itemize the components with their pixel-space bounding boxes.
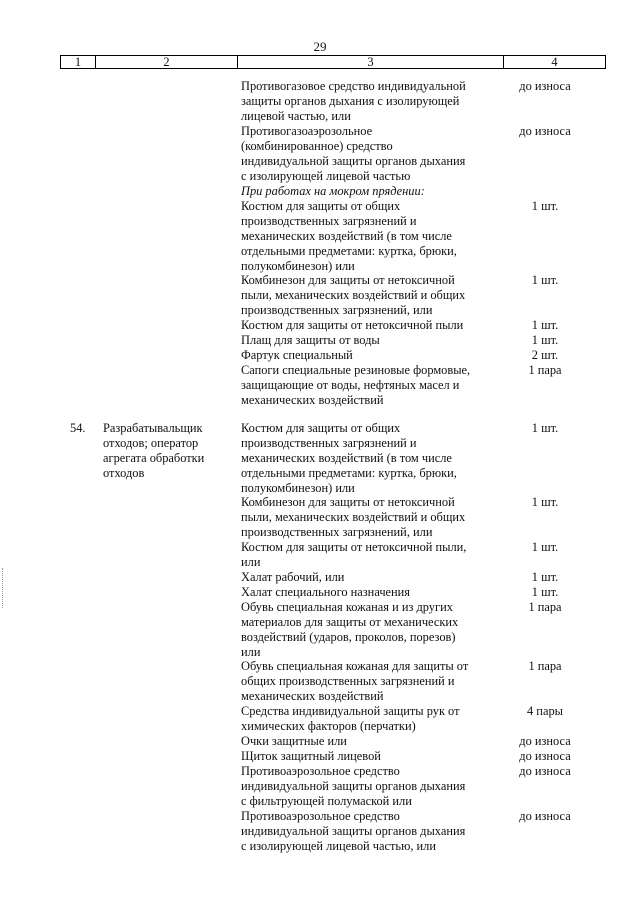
item-text-line: Щиток защитный лицевой	[241, 749, 381, 763]
item-text-line: отдельными предметами: куртка, брюки,	[241, 466, 457, 480]
section-subheading	[241, 184, 511, 199]
item-text-line: защищающие от воды, нефтяных масел и	[241, 378, 460, 392]
item-text-line: механических воздействий	[241, 393, 384, 407]
item-text-line: (комбинированное) средство	[241, 139, 393, 153]
item-text-line: материалов для защиты от механических	[241, 615, 459, 629]
ppe-item	[241, 570, 511, 585]
ppe-item	[241, 348, 511, 363]
item-text-line: При работах на мокром прядении:	[241, 184, 425, 198]
item-text-line: химических факторов (перчатки)	[241, 719, 416, 733]
item-text-line: Обувь специальная кожаная и из других	[241, 600, 453, 614]
item-text-line: Противогазоаэрозольное	[241, 124, 373, 138]
item-text-line: Плащ для защиты от воды	[241, 333, 380, 347]
item-text-line: или	[241, 555, 261, 569]
item-text-line: Противоаэрозольное средство	[241, 764, 400, 778]
issue-norm: 1 пара	[528, 363, 562, 377]
item-text-line: Очки защитные или	[241, 734, 347, 748]
item-text-line: Костюм для защиты от нетоксичной пыли	[241, 318, 464, 332]
ppe-item	[241, 809, 511, 854]
ppe-item	[241, 79, 511, 124]
item-text-line: Костюм для защиты от общих	[241, 421, 401, 435]
item-text-line: Костюм для защиты от нетоксичной пыли,	[241, 540, 467, 554]
ppe-item	[241, 333, 511, 348]
issue-norm: до износа	[519, 734, 571, 748]
ppe-item	[241, 764, 511, 809]
item-text-line: механических воздействий (в том числе	[241, 229, 452, 243]
item-text-line: производственных загрязнений, или	[241, 525, 433, 539]
item-text-line: отдельными предметами: куртка, брюки,	[241, 244, 457, 258]
item-text-line: механических воздействий (в том числе	[241, 451, 452, 465]
issue-norm: 1 шт.	[531, 495, 559, 509]
item-text-line: защиты органов дыхания с изолирующей	[241, 94, 460, 108]
table-header	[60, 55, 606, 69]
item-text-line: с изолирующей лицевой частью	[241, 169, 411, 183]
item-text-line: воздействий (ударов, проколов, порезов)	[241, 630, 456, 644]
header-col-1: 1	[61, 56, 96, 68]
page-number: 29	[313, 39, 327, 54]
ppe-item	[241, 659, 511, 704]
ppe-item	[241, 540, 511, 570]
item-text-line: Обувь специальная кожаная для защиты от	[241, 659, 469, 673]
header-col-4: 4	[551, 55, 558, 69]
ppe-item	[241, 734, 511, 749]
ppe-item	[241, 600, 511, 660]
issue-norm: 1 шт.	[531, 333, 559, 347]
occupation-line: Разрабатывальщик	[103, 421, 203, 435]
occupation-line: агрегата обработки	[103, 451, 205, 465]
header-col-3: 3	[238, 56, 504, 68]
item-text-line: полукомбинезон) или	[241, 259, 355, 273]
item-text-line: Комбинезон для защиты от нетоксичной	[241, 273, 455, 287]
header-col-2: 2	[96, 56, 238, 68]
ppe-item	[241, 318, 511, 333]
issue-norm: до износа	[519, 124, 571, 138]
issue-norm: 2 шт.	[531, 348, 559, 362]
ppe-item	[241, 421, 511, 496]
item-text-line: общих производственных загрязнений и	[241, 674, 455, 688]
ppe-item	[241, 273, 511, 318]
ppe-item	[241, 363, 511, 408]
issue-norm: 4 пары	[527, 704, 563, 718]
item-text-line: индивидуальной защиты органов дыхания	[241, 779, 466, 793]
item-text-line: лицевой частью, или	[241, 109, 351, 123]
issue-norm: до износа	[519, 764, 571, 778]
occupation-name	[103, 421, 233, 481]
item-text-line: производственных загрязнений и	[241, 436, 417, 450]
issue-norm: 1 шт.	[531, 570, 559, 584]
ppe-item	[241, 749, 511, 764]
issue-norm: до износа	[519, 79, 571, 93]
ppe-item	[241, 495, 511, 540]
item-text-line: индивидуальной защиты органов дыхания	[241, 154, 466, 168]
issue-norm: 1 шт.	[531, 421, 559, 435]
item-text-line: Комбинезон для защиты от нетоксичной	[241, 495, 455, 509]
occupation-line: отходов	[103, 466, 145, 480]
item-text-line: пыли, механических воздействий и общих	[241, 288, 466, 302]
item-text-line: Противоаэрозольное средство	[241, 809, 400, 823]
item-text-line: механических воздействий	[241, 689, 384, 703]
ppe-item	[241, 704, 511, 734]
occupation-line: отходов; оператор	[103, 436, 199, 450]
item-text-line: Средства индивидуальной защиты рук от	[241, 704, 460, 718]
item-text-line: производственных загрязнений, или	[241, 303, 433, 317]
issue-norm: до износа	[519, 749, 571, 763]
item-text-line: пыли, механических воздействий и общих	[241, 510, 466, 524]
ppe-item	[241, 199, 511, 274]
ppe-item	[241, 585, 511, 600]
scan-margin-marks	[2, 568, 5, 608]
ppe-item	[241, 124, 511, 184]
item-text-line: Фартук специальный	[241, 348, 353, 362]
item-text-line: Противогазовое средство индивидуальной	[241, 79, 466, 93]
item-text-line: Халат рабочий, или	[241, 570, 345, 584]
issue-norm: 1 шт.	[531, 199, 559, 213]
issue-norm: 1 шт.	[531, 585, 559, 599]
item-text-line: полукомбинезон) или	[241, 481, 355, 495]
item-text-line: с изолирующей лицевой частью, или	[241, 839, 436, 853]
issue-norm: 1 шт.	[531, 318, 559, 332]
item-text-line: индивидуальной защиты органов дыхания	[241, 824, 466, 838]
issue-norm: 1 пара	[528, 600, 562, 614]
row-number: 54.	[70, 421, 86, 435]
item-text-line: с фильтрующей полумаской или	[241, 794, 412, 808]
item-text-line: Сапоги специальные резиновые формовые,	[241, 363, 471, 377]
issue-norm: 1 пара	[528, 659, 562, 673]
issue-norm: 1 шт.	[531, 273, 559, 287]
issue-norm: до износа	[519, 809, 571, 823]
item-text-line: производственных загрязнений и	[241, 214, 417, 228]
issue-norm: 1 шт.	[531, 540, 559, 554]
item-text-line: или	[241, 645, 261, 659]
item-text-line: Костюм для защиты от общих	[241, 199, 401, 213]
item-text-line: Халат специального назначения	[241, 585, 411, 599]
